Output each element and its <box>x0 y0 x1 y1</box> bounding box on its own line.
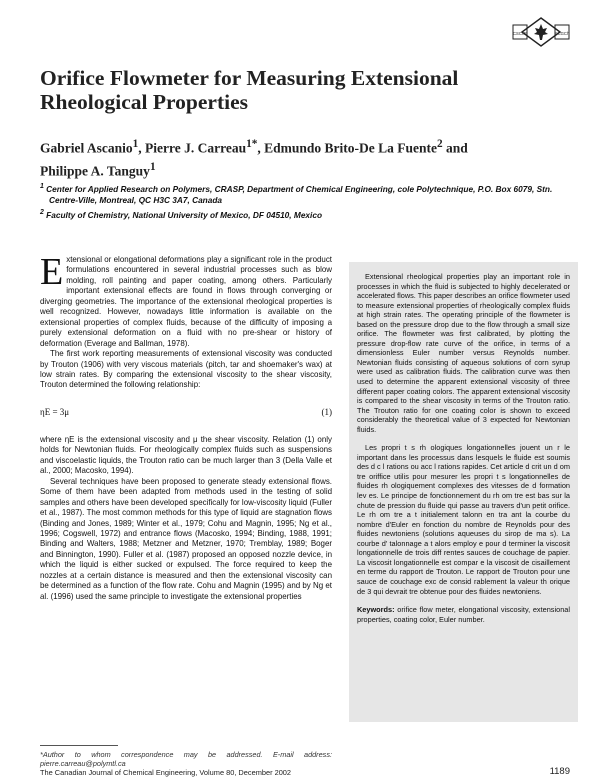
svg-text:SCGCh: SCGCh <box>554 31 570 36</box>
body-paragraph-3: where ηE is the extensional viscosity and μ the shear viscosity. Relation (1) only holds for Newtonian fluids. For rheologically complex fluids such as suspensions and viscoelastic liquids, the Trouton ratio can be much larger than 3 (Della Valle et al., 2000; Macosko, 1994). <box>40 434 332 476</box>
page-number: 1189 <box>549 766 570 777</box>
svg-text:CSChE: CSChE <box>513 31 527 36</box>
body-paragraph-1: Extensional or elongational deformations play a significant role in the product formulations encountered in several industrial processes such as blow molding, roll painting and paper coating, among others. Particularly important extensional effects are found in flows through converging or diverging geometries. The importance of the extensional rheological properties is well recognized. However, nowadays little information is available on the extensional properties of complex fluids, because of the difficulty of imposing a purely extensional deformation on a fluid with no pre-shear or history of deformation (Everage and Ballman, 1978). <box>40 251 332 348</box>
affiliation-1: $^1$ Center for Applied Research on Polymers, CRASP, Department of Chemical Engineering, cole Polytechnique, P.O. Box 6079, Stn. Centre-Ville, Montreal, QC H3C 3A7, Canada <box>40 183 553 206</box>
abstract-french: Les propri t s rh ologiques longationnelles jouent un r le important dans les processus dans lesquels le fluide est soumis des d c l rations ou acc l rations rapides. Cet article d crit un d om tre oriffice utilis pour mesurer les propri t s longationnelles de fluides rh ologiquement complexes des vitesses de d formation lev es. Le principe de fonctionnement du rh om tre est bas sur la chute de pression du fluide qui passe au travers d'un petit orifice. Le rh om tre a t initialement talonn en tra ant la courbe du nombre d'Euler en fonction du nombre de Reynolds pour des fluides newtoniens (solutions aqueuses du sirop de ma s). La courbe d' talonnage a t alors employ e pour d terminer la viscosit longationnelle de trois diff rentes sauces de couchage de papier. La viscosit longationnelle est compar e la viscosit de cisaillement en terme du rapport de Trouton. Le rapport de Trouton pour une sauce de couchage exc de consid rablement la valeur th orique de 3 qui devrait tre obtenue pour des fluides newtoniens. <box>357 443 570 596</box>
journal-footer: The Canadian Journal of Chemical Engineering, Volume 80, December 2002 <box>40 768 292 777</box>
equation-1 <box>40 407 332 421</box>
abstract-text <box>357 272 570 633</box>
correspondence-footnote: *Author to whom correspondence may be addressed. E-mail address: pierre.carreau@polymtl.ca <box>40 750 332 769</box>
keywords: Keywords: orifice flow meter, elongational viscosity, extensional properties, coating color, Euler number. <box>357 605 570 624</box>
body-paragraph-2: The first work reporting measurements of extensional viscosity was conducted by Trouton (1906) with very viscous materials (pitch, tar and shoemaker's wax) at low strain rates. By comparing the extensional viscosity to the shear viscosity, Trouton determined the following relationship: <box>40 349 332 390</box>
journal-logo <box>512 16 570 48</box>
article-title: Orifice Flowmeter for Measuring Extensional Rheological Properties <box>40 66 459 114</box>
footnote-divider <box>40 745 118 746</box>
author-list: Gabriel Ascanio$^1$, Pierre J. Carreau$^{1*}$, Edmundo Brito-De La Fuente$^2$ and Philippe A. Tanguy$^1$ <box>40 138 468 178</box>
drop-cap: E <box>40 251 64 293</box>
equation-text: ηE = 3μ <box>40 406 70 417</box>
equation-number: (1) <box>321 406 332 417</box>
abstract-english: Extensional rheological properties play an important role in processes in which the fluid is subjected to highly decelerated or accelerated flows. This paper describes an orifice flowmeter used to measure extensional properties of rheologically complex fluids at high strain rates. The operating principle of the flowmeter is based on the pressure drop due to the flow through a small size orifice. The flowmeter was first calibrated, by plotting the pressure drop-flow rate curve of the orifice, in terms of a dimensionless Euler number versus Reynolds number. Newtonian fluids consisting of aqueous solutions of corn syrup were used as calibration fluids. The calibration curve was then used to determine the apparent extensional viscosity of three different paper coating colors. The apparent extensional viscosity is compared to the shear viscosity in terms of the Trouton ratio. The Trouton ratio for one coating color is shown to exceed considerably the theoretical value of 3 expected for Newtonian fluids. <box>357 272 570 434</box>
body-paragraph-4: Several techniques have been proposed to generate steady extensional flows. Some of them have been adapted from methods used in the testing of solid samples and others have been developed specifically for low-viscosity liquid (Fuller et al., 1987). The most common methods for this type of liquid are stagnation flows (Binding and Jones, 1989; Winter et al., 1979; Cohu and Magnin, 1995; Ng et al., 1996; Cogswell, 1972) and entrance flows (Macosko, 1994; Binding, 1988, 1991; Binding and Walters, 1988; Metzner and Metzner, 1970; Tremblay, 1989; Boger and Binnington, 1990). Fuller et al. (1987) proposed an opposed nozzle device, in which the liquid is either sucked or expulsed. The force required to keep the nozzles at a certain distance is measured and then the extensional viscosity can be determined as a function of the flow rate. Cohu and Magnin (1995) and by Ng et al. (1996) used the same principle to investigate the extensional properties <box>40 476 332 601</box>
body-column <box>40 251 332 602</box>
maple-leaf-icon <box>534 24 548 40</box>
affiliations <box>40 181 570 221</box>
affiliation-2: $^2$ Faculty of Chemistry, National University of Mexico, DF 04510, Mexico <box>40 208 323 220</box>
